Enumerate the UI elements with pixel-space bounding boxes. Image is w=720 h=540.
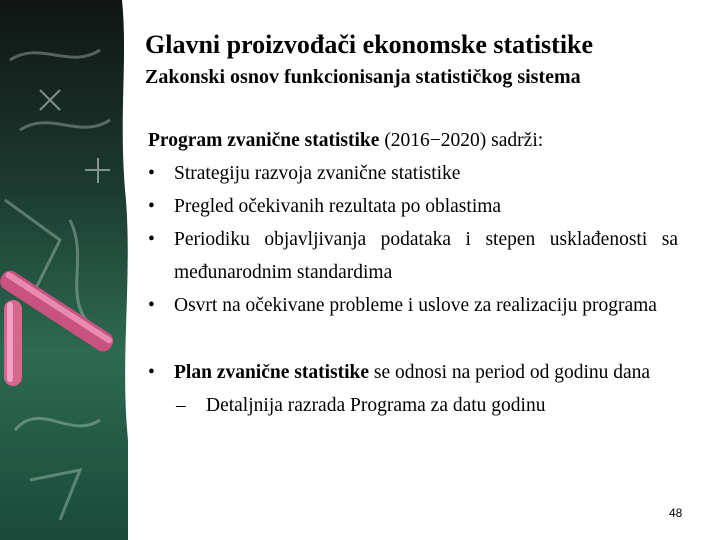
- sub-bullet-item: [148, 389, 678, 422]
- slide-subtitle: Zakonski osnov funkcionisanja statističkog sistema: [145, 66, 581, 88]
- slide-body: [148, 124, 678, 422]
- sub-bullet-text: Detaljnija razrada Programa za datu godinu: [206, 395, 546, 416]
- bullet-icon: •: [148, 163, 155, 184]
- bullet-item-1: [148, 157, 678, 190]
- bullet-text: Periodiku objavljivanja podataka i stepen usklađenosti sa međunarodnim standardima: [174, 229, 678, 283]
- bullet-text: Osvrt na očekivane probleme i uslove za realizaciju programa: [174, 295, 657, 316]
- dash-icon: –: [176, 395, 186, 416]
- plan-bold: Plan zvanične statistike: [174, 362, 369, 383]
- bullet-item-plan: [148, 356, 678, 389]
- intro-bold: Program zvanične statistike: [148, 130, 380, 151]
- bullet-text: Strategiju razvoja zvanične statistike: [174, 163, 461, 184]
- intro-line: [148, 124, 678, 157]
- spacer: [148, 322, 678, 356]
- bullet-text: Pregled očekivanih rezultata po oblastima: [174, 196, 502, 217]
- bullet-icon: •: [148, 196, 155, 217]
- bullet-item-3: [148, 223, 678, 289]
- slide-title: Glavni proizvođači ekonomske statistike: [145, 30, 594, 59]
- bullet-icon: •: [148, 362, 155, 383]
- bullet-icon: •: [148, 295, 155, 316]
- bullet-icon: •: [148, 229, 155, 250]
- intro-rest: (2016−2020) sadrži:: [379, 130, 544, 151]
- bullet-item-4: [148, 289, 678, 322]
- page-number: 48: [669, 506, 683, 520]
- bullet-item-2: [148, 190, 678, 223]
- plan-rest: se odnosi na period od godinu dana: [369, 362, 651, 383]
